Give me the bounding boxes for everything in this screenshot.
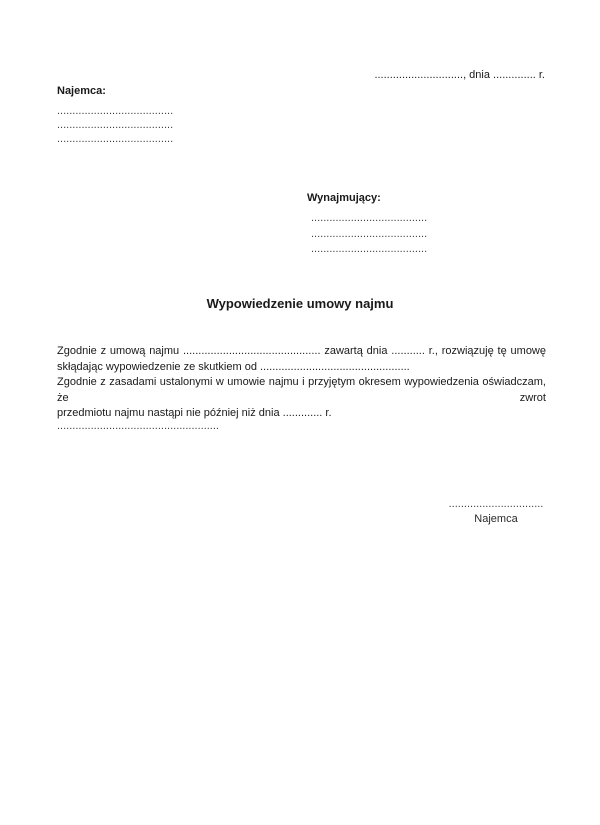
tenant-block — [57, 84, 173, 146]
landlord-fill-line-1: ...................................... — [311, 212, 428, 224]
body-line-4: przedmiotu najmu nastąpi nie później niż dnia ............. r. — [57, 407, 332, 419]
body-paragraph — [57, 344, 546, 422]
fill-line: ..................................................... — [57, 420, 219, 432]
date-line: ............................., dnia .............. r. — [374, 69, 545, 81]
tenant-fill-line-1: ...................................... — [57, 105, 174, 117]
signature-label: Najemca — [474, 513, 518, 525]
signature-dots-line: ............................... — [448, 498, 544, 510]
landlord-fill-line-2: ...................................... — [311, 227, 428, 240]
landlord-label: Wynajmujący: — [307, 192, 381, 204]
document-title: Wypowiedzenie umowy najmu — [206, 296, 394, 311]
body-line-1: Zgodnie z umową najmu ............................................. zawartą dnia ........... r., rozwiązuję tę umowę — [57, 345, 546, 357]
tenant-fill-line-2: ...................................... — [57, 119, 174, 131]
tenant-fill-line-3: ...................................... — [57, 133, 174, 145]
tenant-label: Najemca: — [57, 85, 106, 97]
body-line-3: Zgodnie z zasadami ustalonymi w umowie najmu i przyjętym okresem wypowiedzenia oświadczam, że zwrot — [57, 376, 546, 404]
landlord-fill-line-3: ...................................... — [311, 243, 428, 255]
signature-block — [447, 497, 545, 527]
body-line-2: skłądając wypowiedzenie ze skutkiem od ................................................. — [57, 360, 410, 373]
landlord-block — [307, 191, 427, 258]
